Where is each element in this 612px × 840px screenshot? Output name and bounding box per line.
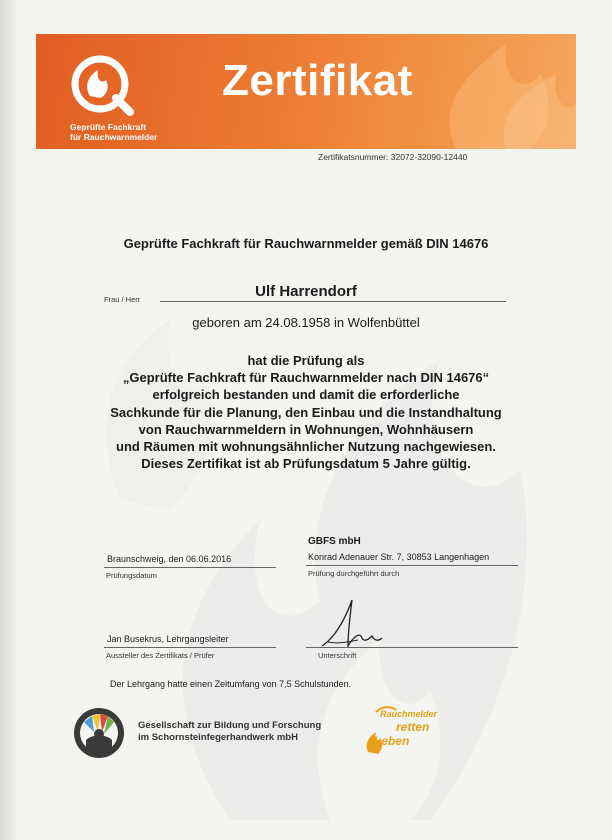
signature-label: Unterschrift: [318, 651, 357, 660]
statement-line: erfolgreich bestanden und damit die erforderliche: [152, 387, 460, 403]
rauch-logo-line1: Rauchmelder: [380, 709, 438, 719]
footer-org-line1: Gesellschaft zur Bildung und Forschung: [138, 720, 322, 731]
issuer-name: Jan Busekrus, Lehrgangsleiter: [107, 634, 229, 644]
salutation-label: Frau / Herr: [104, 295, 141, 304]
certificate-statement: [0, 352, 612, 472]
statement-line: hat die Prüfung als: [247, 353, 365, 368]
exam-org-name: GBFS mbH: [308, 536, 361, 547]
name-underline: [160, 301, 506, 302]
statement-line: „Geprüfte Fachkraft für Rauchwarnmelder nach DIN 14676“: [122, 370, 490, 386]
rauch-logo-line3: Leben: [374, 734, 410, 748]
certificate-header-band: [36, 34, 576, 149]
signature-rule: [306, 647, 518, 648]
exam-org-rule: [306, 565, 518, 566]
holder-name: Ulf Harrendorf: [255, 283, 357, 300]
flame-q-icon: [68, 52, 134, 116]
handwritten-signature: [314, 592, 384, 654]
issuer-label: Aussteller des Zertifikats / Prüfer: [106, 651, 215, 660]
certificate-number: Zertifikatsnummer: 32072-32090-12440: [318, 152, 468, 162]
statement-line: Sachkunde für die Planung, den Einbau und die Instandhaltung: [110, 404, 502, 420]
rauch-logo-line2: retten: [396, 720, 430, 734]
exam-date-label: Prüfungsdatum: [106, 571, 157, 580]
logo-caption-line2: für Rauchwarnmelder: [70, 132, 158, 142]
exam-org-label: Prüfung durchgeführt durch: [308, 569, 400, 578]
logo-caption: [70, 122, 220, 142]
footer-organization: [138, 720, 321, 744]
birth-info: geboren am 24.08.1958 in Wolfenbüttel: [192, 315, 420, 330]
chimney-sweep-emblem-icon: [72, 704, 126, 762]
course-duration-note: Der Lehrgang hatte einen Zeitumfang von 7,5 Schulstunden.: [110, 679, 352, 689]
exam-org-address: Konrad Adenauer Str. 7, 30853 Langenhagen: [308, 552, 490, 562]
footer-org-line2: im Schornsteinfegerhandwerk mbH: [138, 732, 298, 743]
logo-caption-line1: Geprüfte Fachkraft: [70, 122, 147, 132]
exam-place-date: Braunschweig, den 06.06.2016: [107, 554, 232, 564]
qualification-title: Geprüfte Fachkraft für Rauchwarnmelder gemäß DIN 14676: [123, 236, 489, 251]
statement-line: von Rauchwarnmeldern in Wohnungen, Wohnhäusern: [138, 421, 474, 437]
statement-line: Dieses Zertifikat ist ab Prüfungsdatum 5 Jahre gültig.: [141, 456, 471, 472]
issuer-rule: [104, 647, 276, 648]
statement-line: und Räumen mit wohnungsähnlicher Nutzung nachgewiesen.: [116, 439, 496, 455]
certificate-title: Zertifikat: [222, 56, 413, 105]
place-date-rule: [104, 567, 276, 568]
